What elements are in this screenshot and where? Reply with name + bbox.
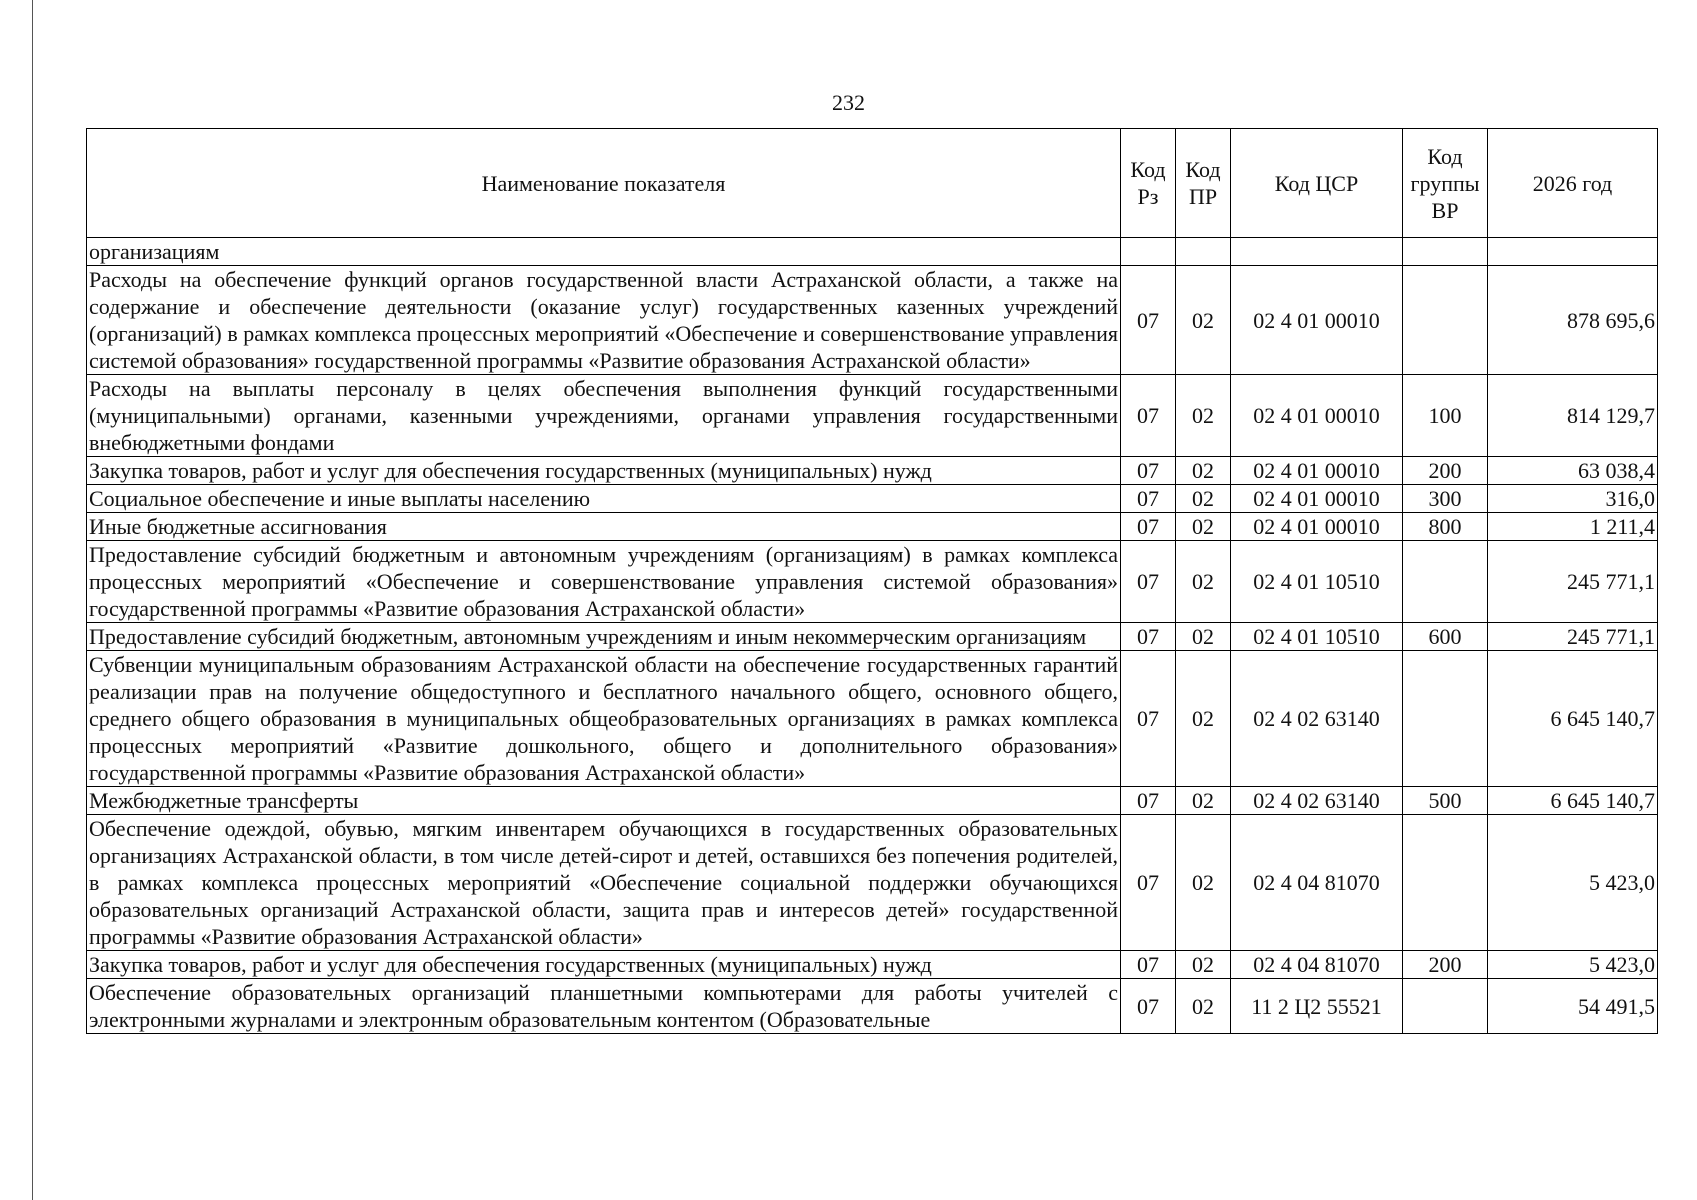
row-pr: 02 (1176, 815, 1231, 951)
row-rz: 07 (1121, 951, 1176, 979)
row-pr: 02 (1176, 375, 1231, 457)
page-number: 232 (832, 90, 865, 115)
row-vr (1403, 979, 1488, 1034)
row-csr (1231, 238, 1403, 266)
row-vr (1403, 651, 1488, 787)
table-row (87, 541, 1658, 623)
row-name: организациям (87, 238, 1121, 266)
row-rz: 07 (1121, 815, 1176, 951)
row-pr: 02 (1176, 623, 1231, 651)
row-vr: 500 (1403, 787, 1488, 815)
row-name: Закупка товаров, работ и услуг для обеспечения государственных (муниципальных) нужд (87, 457, 1121, 485)
header-name: Наименование показателя (87, 129, 1121, 238)
row-csr: 02 4 01 10510 (1231, 623, 1403, 651)
row-value: 814 129,7 (1488, 375, 1658, 457)
table-row (87, 651, 1658, 787)
row-csr: 02 4 01 00010 (1231, 457, 1403, 485)
row-value: 6 645 140,7 (1488, 651, 1658, 787)
row-pr: 02 (1176, 979, 1231, 1034)
row-csr: 02 4 01 00010 (1231, 375, 1403, 457)
row-rz: 07 (1121, 541, 1176, 623)
row-value (1488, 238, 1658, 266)
row-csr: 02 4 01 10510 (1231, 541, 1403, 623)
header-pr: Код ПР (1176, 129, 1231, 238)
row-pr: 02 (1176, 266, 1231, 375)
row-vr: 200 (1403, 951, 1488, 979)
page-margin-line (32, 0, 33, 1200)
row-rz: 07 (1121, 623, 1176, 651)
row-pr: 02 (1176, 951, 1231, 979)
row-value: 878 695,6 (1488, 266, 1658, 375)
row-csr: 02 4 01 00010 (1231, 513, 1403, 541)
row-rz: 07 (1121, 787, 1176, 815)
row-csr: 02 4 02 63140 (1231, 787, 1403, 815)
row-vr: 300 (1403, 485, 1488, 513)
row-rz: 07 (1121, 513, 1176, 541)
table-row (87, 485, 1658, 513)
row-value: 54 491,5 (1488, 979, 1658, 1034)
row-vr: 100 (1403, 375, 1488, 457)
header-vr: Код группы ВР (1403, 129, 1488, 238)
row-value: 1 211,4 (1488, 513, 1658, 541)
table-row (87, 979, 1658, 1034)
row-name: Предоставление субсидий бюджетным, автономным учреждениям и иным некоммерческим организациям (87, 623, 1121, 651)
row-pr: 02 (1176, 651, 1231, 787)
table-row (87, 623, 1658, 651)
table-row (87, 266, 1658, 375)
table-row (87, 238, 1658, 266)
row-rz: 07 (1121, 266, 1176, 375)
row-value: 316,0 (1488, 485, 1658, 513)
table-row (87, 787, 1658, 815)
row-vr: 800 (1403, 513, 1488, 541)
row-name: Расходы на выплаты персоналу в целях обеспечения выполнения функций государственными (муниципальными) органами, казенными учреждениями, органами управления государственными внебюджетными фондами (87, 375, 1121, 457)
row-csr: 02 4 02 63140 (1231, 651, 1403, 787)
row-name: Субвенции муниципальным образованиям Астраханской области на обеспечение государственных гарантий реализации прав на получение общедоступного и бесплатного начального общего, основного общего, среднего общего образования в муниципальных общеобразовательных организациях в рамках комплекса процессных мероприятий «Развитие дошкольного, общего и дополнительного образования» государственной программы «Развитие образования Астраханской области» (87, 651, 1121, 787)
table-row (87, 375, 1658, 457)
row-rz: 07 (1121, 979, 1176, 1034)
row-vr (1403, 815, 1488, 951)
budget-table (86, 128, 1658, 1034)
row-rz: 07 (1121, 375, 1176, 457)
row-name: Обеспечение образовательных организаций планшетными компьютерами для работы учителей с электронными журналами и электронным образовательным контентом (Образовательные (87, 979, 1121, 1034)
row-name: Обеспечение одеждой, обувью, мягким инвентарем обучающихся в государственных образовательных организациях Астраханской области, в том числе детей-сирот и детей, оставшихся без попечения родителей, в рамках комплекса процессных мероприятий «Обеспечение социальной поддержки обучающихся образовательных организаций Астраханской области, защита прав и интересов детей» государственной программы «Развитие образования Астраханской области» (87, 815, 1121, 951)
row-vr (1403, 238, 1488, 266)
row-vr (1403, 266, 1488, 375)
row-value: 245 771,1 (1488, 623, 1658, 651)
row-name: Социальное обеспечение и иные выплаты населению (87, 485, 1121, 513)
row-name: Предоставление субсидий бюджетным и автономным учреждениям (организациям) в рамках комплекса процессных мероприятий «Обеспечение и совершенствование управления системой образования» государственной программы «Развитие образования Астраханской области» (87, 541, 1121, 623)
header-csr: Код ЦСР (1231, 129, 1403, 238)
row-pr: 02 (1176, 513, 1231, 541)
row-rz: 07 (1121, 485, 1176, 513)
row-pr: 02 (1176, 457, 1231, 485)
row-value: 5 423,0 (1488, 815, 1658, 951)
header-rz: Код Рз (1121, 129, 1176, 238)
row-csr: 02 4 04 81070 (1231, 951, 1403, 979)
row-value: 5 423,0 (1488, 951, 1658, 979)
row-pr: 02 (1176, 787, 1231, 815)
row-rz (1121, 238, 1176, 266)
row-name: Закупка товаров, работ и услуг для обеспечения государственных (муниципальных) нужд (87, 951, 1121, 979)
row-rz: 07 (1121, 651, 1176, 787)
row-csr: 02 4 01 00010 (1231, 266, 1403, 375)
row-name: Иные бюджетные ассигнования (87, 513, 1121, 541)
header-year: 2026 год (1488, 129, 1658, 238)
row-csr: 11 2 Ц2 55521 (1231, 979, 1403, 1034)
row-name: Расходы на обеспечение функций органов государственной власти Астраханской области, а также на содержание и обеспечение деятельности (оказание услуг) государственных казенных учреждений (организаций) в рамках комплекса процессных мероприятий «Обеспечение и совершенствование управления системой образования» государственной программы «Развитие образования Астраханской области» (87, 266, 1121, 375)
row-pr (1176, 238, 1231, 266)
table-row (87, 951, 1658, 979)
row-pr: 02 (1176, 541, 1231, 623)
row-vr: 600 (1403, 623, 1488, 651)
row-rz: 07 (1121, 457, 1176, 485)
row-csr: 02 4 04 81070 (1231, 815, 1403, 951)
table-header-row (87, 129, 1658, 238)
row-csr: 02 4 01 00010 (1231, 485, 1403, 513)
table-row (87, 815, 1658, 951)
row-value: 63 038,4 (1488, 457, 1658, 485)
row-vr (1403, 541, 1488, 623)
row-vr: 200 (1403, 457, 1488, 485)
row-name: Межбюджетные трансферты (87, 787, 1121, 815)
table-row (87, 513, 1658, 541)
table-row (87, 457, 1658, 485)
row-pr: 02 (1176, 485, 1231, 513)
row-value: 6 645 140,7 (1488, 787, 1658, 815)
row-value: 245 771,1 (1488, 541, 1658, 623)
